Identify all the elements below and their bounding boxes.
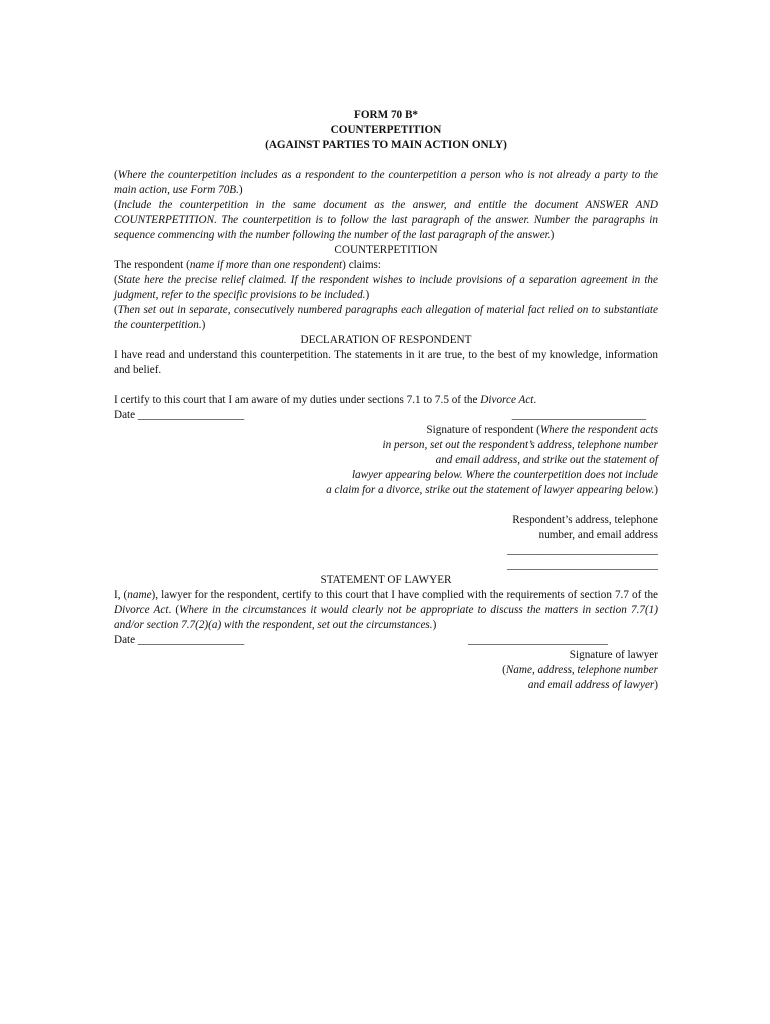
declaration-heading: DECLARATION OF RESPONDENT	[300, 334, 472, 346]
address-line-2[interactable]: ___________________________	[506, 559, 658, 571]
intro-note-2: (Include the counterpetition in the same document as the answer, and entitle the document ANSWER AND COUNTERPETITION. The counterpetition is to follow the last paragraph of the answer. Number the paragraphs in sequence commencing with the number following the number of the last paragraph of the answer.)	[114, 199, 658, 241]
declaration-statement: I have read and understand this counterpetition. The statements in it are true, to the best of my knowledge, information and belief.	[114, 349, 658, 376]
lawyer-date-field[interactable]: Date ___________________	[114, 634, 245, 646]
respondent-address-block	[114, 513, 658, 573]
form-number: FORM 70 B*	[353, 109, 418, 121]
respondent-date-field[interactable]: Date ___________________	[114, 409, 245, 421]
certify-line: I certify to this court that I am aware of my duties under sections 7.1 to 7.5 of the Divorce Act.	[114, 394, 537, 406]
address-line-1[interactable]: ___________________________	[506, 544, 658, 556]
counterpetition-heading: COUNTERPETITION	[334, 244, 438, 256]
respondent-date-row	[114, 408, 658, 423]
facts-note: (Then set out in separate, consecutively numbered paragraphs each allegation of material fact relied on to substantiate the counterpetition.)	[114, 304, 658, 331]
respondent-signature-line[interactable]: ________________________	[511, 409, 646, 421]
lawyer-heading: STATEMENT OF LAWYER	[320, 574, 452, 586]
lawyer-date-row	[114, 633, 658, 648]
lawyer-signature-label: Signature of lawyer	[569, 649, 658, 661]
lawyer-details-label: (Name, address, telephone number and email address of lawyer)	[502, 664, 658, 691]
form-content	[114, 108, 658, 693]
intro-note-1: (Where the counterpetition includes as a respondent to the counterpetition a person who is not already a party to the main action, use Form 70B.)	[114, 169, 658, 196]
lawyer-statement: I, (name), lawyer for the respondent, certify to this court that I have complied with the requirements of section 7.7 of the Divorce Act. (Where in the circumstances it would clearly not be appropriate to discuss the matters in section 7.7(1) and/or section 7.7(2)(a) with the respondent, set out the circumstances.)	[114, 589, 659, 631]
respondent-signature-label: Signature of respondent (Where the respondent acts in person, set out the respondent’s address, telephone number and email address, and strike out the statement of lawyer appearing below. Where the counterpetition does not include a claim for a divorce, strike out the statement of lawyer appearing below.)	[326, 424, 658, 496]
claims-line: The respondent (name if more than one respondent) claims:	[114, 259, 382, 271]
form-subtitle: (AGAINST PARTIES TO MAIN ACTION ONLY)	[265, 139, 507, 151]
address-label-2: number, and email address	[538, 529, 658, 541]
address-label-1: Respondent’s address, telephone	[512, 514, 658, 526]
relief-note: (State here the precise relief claimed. If the respondent wishes to include provisions of a separation agreement in the judgment, refer to the specific provisions to be included.)	[114, 274, 658, 301]
lawyer-signature-line[interactable]: _________________________	[468, 634, 608, 646]
form-title: COUNTERPETITION	[330, 124, 442, 136]
